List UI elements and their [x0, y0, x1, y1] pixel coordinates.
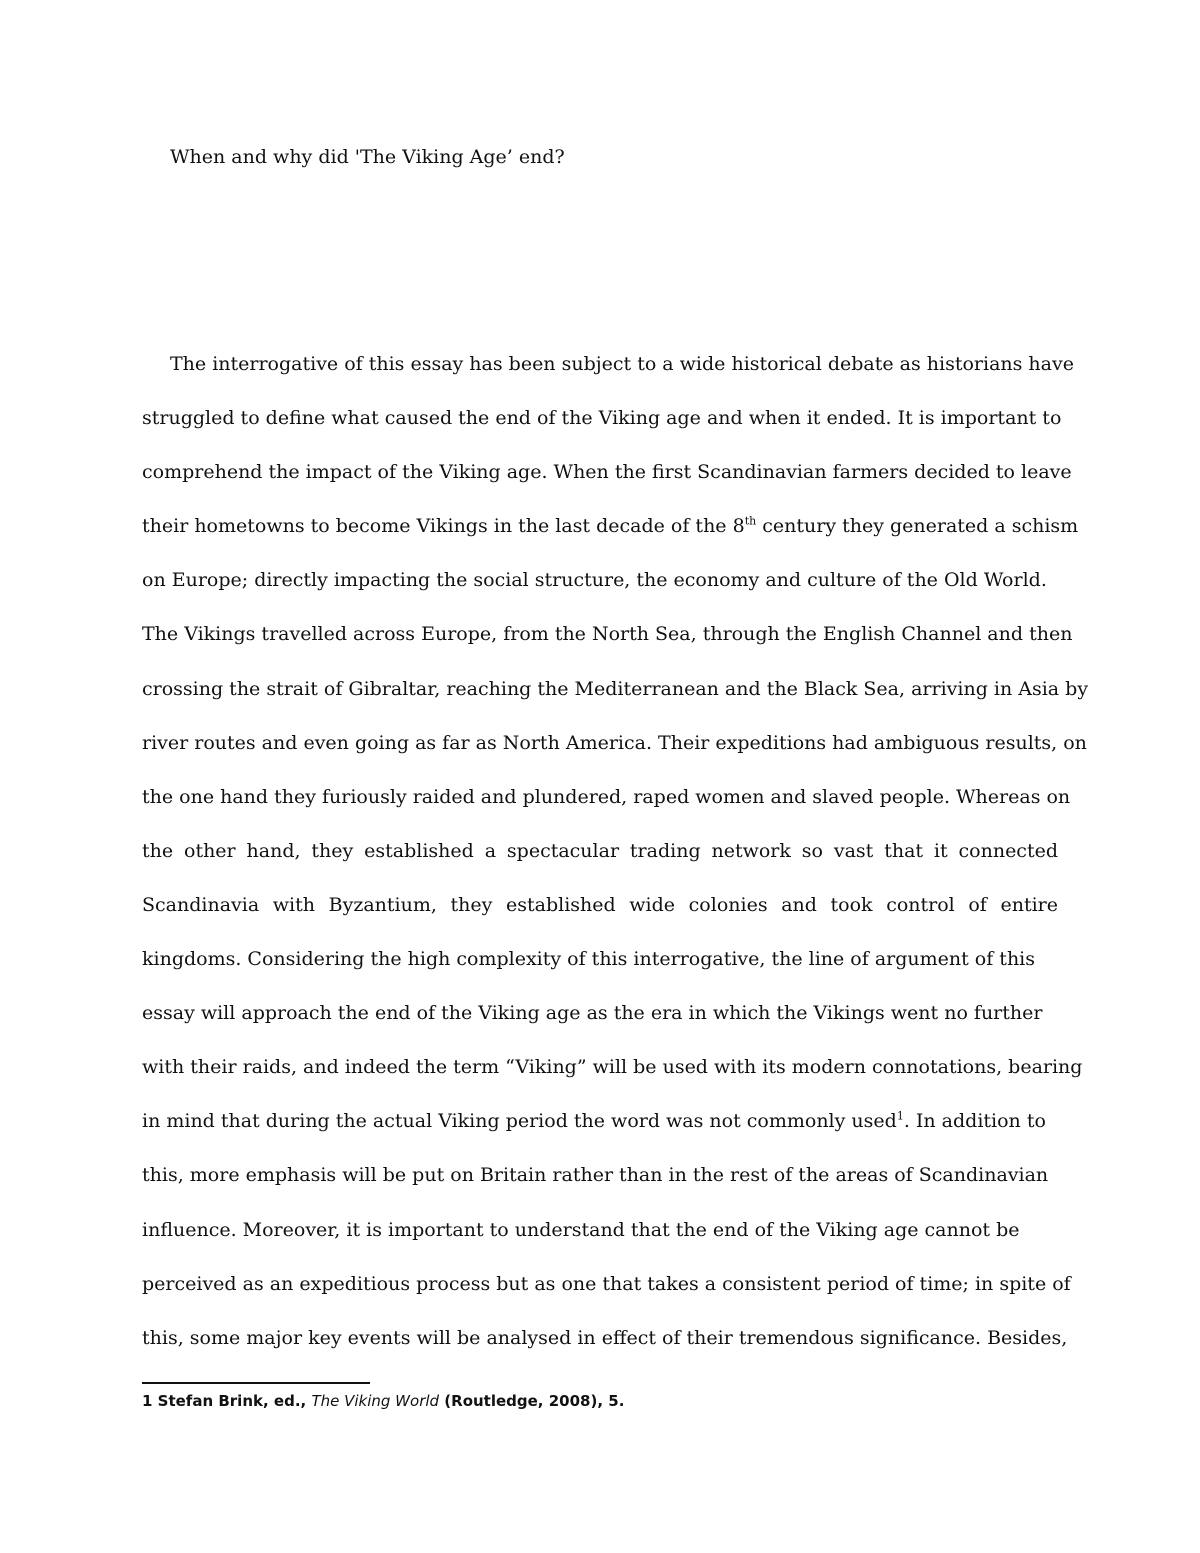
paragraph-line: on Europe; directly impacting the social structure, the economy and culture of the Old World. [142, 569, 1047, 592]
paragraph-line: comprehend the impact of the Viking age. When the first Scandinavian farmers decided to leave [142, 461, 1072, 484]
paragraph-line: this, more emphasis will be put on Britain rather than in the rest of the areas of Scandinavian [142, 1164, 1049, 1187]
paragraph-line-text: in mind that during the actual Viking period the word was not commonly used [142, 1110, 897, 1133]
paragraph-line: Scandinavia with Byzantium, they established wide colonies and took control of entire [142, 893, 1058, 916]
paragraph-line-text: their hometowns to become Vikings in the last decade of the 8 [142, 515, 745, 538]
paragraph-line: influence. Moreover, it is important to understand that the end of the Viking age cannot be [142, 1218, 1020, 1241]
paragraph-line: this, some major key events will be analysed in effect of their tremendous significance. Besides, [142, 1326, 1068, 1349]
essay-body [142, 337, 1089, 1365]
footnote-tail: (Routledge, 2008), 5. [439, 1392, 625, 1410]
footnote-lead: 1 Stefan Brink, ed., [142, 1392, 312, 1410]
paragraph-line: with their raids, and indeed the term “Viking” will be used with its modern connotations, bearing [142, 1056, 1083, 1079]
paragraph-line: the other hand, they established a spectacular trading network so vast that it connected [142, 839, 1058, 862]
paragraph-line [142, 499, 1079, 553]
paragraph-line-tail: century they generated a schism [756, 515, 1079, 538]
footnote-reference[interactable]: 1 [896, 1109, 904, 1123]
paragraph-line: river routes and even going as far as North America. Their expeditions had ambiguous results, on [142, 731, 1087, 754]
footnote [142, 1389, 624, 1413]
paragraph-line: the one hand they furiously raided and plundered, raped women and slaved people. Whereas on [142, 785, 1071, 808]
essay-title: When and why did 'The Viking Age’ end? [170, 146, 565, 168]
paragraph-line [142, 1094, 1058, 1148]
paragraph-line: crossing the strait of Gibraltar, reaching the Mediterranean and the Black Sea, arriving in Asia by [142, 677, 1089, 700]
ordinal-superscript: th [744, 514, 757, 528]
paragraph-line-tail: . In addition to [903, 1110, 1046, 1133]
paragraph-line: The interrogative of this essay has been subject to a wide historical debate as historians have [170, 353, 1074, 375]
paragraph-line: perceived as an expeditious process but as one that takes a consistent period of time; in spite of [142, 1272, 1071, 1295]
footnote-book-title: The Viking World [311, 1392, 440, 1410]
paragraph-line: essay will approach the end of the Viking age as the era in which the Vikings went no further [142, 1002, 1043, 1025]
footnote-separator [142, 1382, 370, 1384]
paragraph-line: The Vikings travelled across Europe, from the North Sea, through the English Channel and then [142, 623, 1073, 646]
paragraph-line: struggled to define what caused the end of the Viking age and when it ended. It is important to [142, 407, 1062, 430]
paragraph-line: kingdoms. Considering the high complexity of this interrogative, the line of argument of this [142, 948, 1036, 971]
